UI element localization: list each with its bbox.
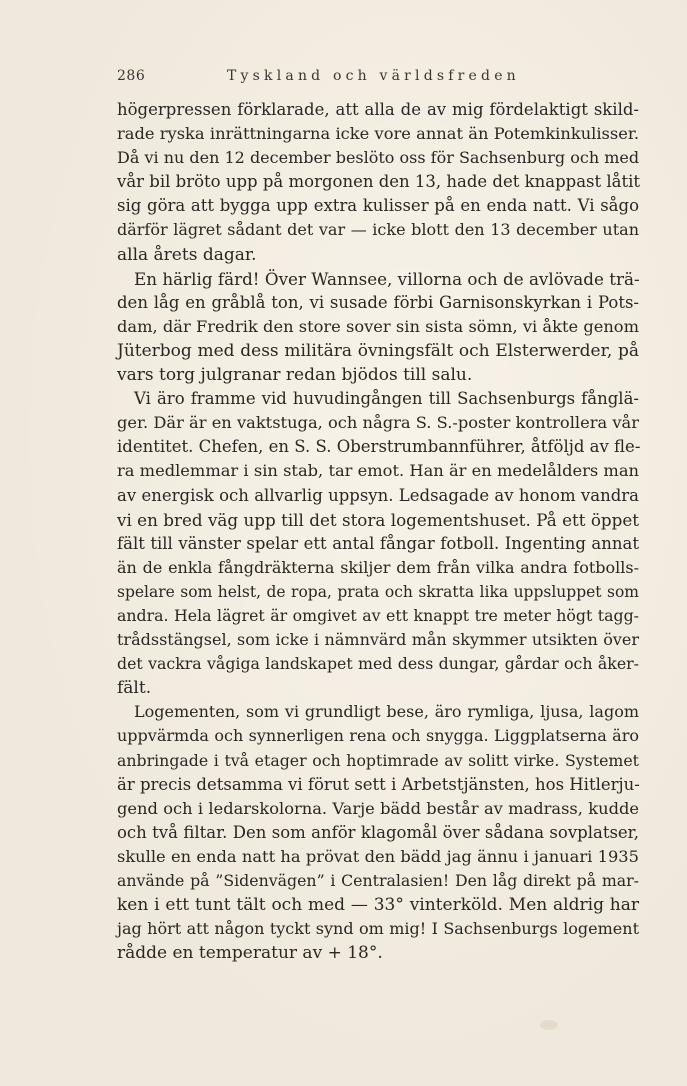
running-title: Tyskland och världsfreden — [227, 68, 520, 84]
text-line: än de enkla fångdräkterna skiljer dem från vilka andra fotbolls- — [117, 557, 639, 577]
text-line: fält. — [117, 678, 152, 699]
paragraph-1 — [117, 98, 639, 267]
text-line: ken i ett tunt tält och med — 33° vinterköld. Men aldrig har — [117, 895, 639, 916]
text-line: dam, där Fredrik den store sover sin sista sömn, vi åkte genom — [117, 316, 639, 336]
text-line: anbringade i två etager och hoptimrade av solitt virke. Systemet — [117, 750, 639, 770]
text-line: vår bil bröto upp på morgonen den 13, hade det knappast låtit — [117, 172, 641, 192]
text-line: vi en bred väg upp till det stora logementshuset. På ett öppet — [117, 509, 639, 530]
text-line: använde på ”Sidenvägen” i Centralasien! Den låg direkt på mar- — [117, 871, 639, 890]
text-line: ra medlemmar i sin stab, tar emot. Han är en medelålders man — [117, 461, 639, 481]
text-line: fält till vänster spelar ett antal fångar fotboll. Ingenting annat — [117, 533, 639, 553]
page-number: 286 — [117, 68, 146, 84]
text-line: därför lägret sådant det var — icke blott den 13 december utan — [117, 220, 639, 240]
text-line: trådsstängsel, som icke i nämnvärd mån skymmer utsikten över — [117, 630, 639, 650]
text-line: En härlig färd! Över Wannsee, villorna och de avlövade trä- — [134, 268, 640, 289]
text-line: andra. Hela lägret är omgivet av ett knappt tre meter högt tagg- — [117, 605, 639, 625]
paragraph-2 — [117, 267, 639, 387]
text-line: och två filtar. Den som anför klagomål över sådana sovplatser, — [117, 822, 639, 842]
text-line: skulle en enda natt ha prövat den bädd jag ännu i januari 1935 — [117, 846, 639, 866]
text-line: gend och i ledarskolorna. Varje bädd består av madrass, kudde — [117, 798, 639, 818]
text-line: sig göra att bygga upp extra kulisser på en enda natt. Vi sågo — [117, 196, 639, 216]
text-line: identitet. Chefen, en S. S. Oberstrumbannführer, åtföljd av fle- — [117, 437, 641, 457]
paragraph-3 — [117, 387, 639, 700]
text-line: är precis detsamma vi förut sett i Arbetstjänsten, hos Hitlerju- — [117, 774, 640, 794]
text-line: högerpressen förklarade, att alla de av mig fördelaktigt skild- — [117, 100, 639, 119]
text-line: spelare som helst, de ropa, prata och skratta lika uppsluppet som — [117, 582, 639, 601]
text-line: alla årets dagar. — [117, 244, 257, 265]
text-line: det vackra vågiga landskapet med dess dungar, gårdar och åker- — [117, 654, 639, 674]
running-head — [117, 68, 639, 88]
text-line: den låg en gråblå ton, vi susade förbi Garnisonskyrkan i Pots- — [117, 292, 639, 312]
text-line: uppvärmda och synnerligen rena och snygga. Liggplatserna äro — [117, 726, 639, 746]
text-line: rade ryska inrättningarna icke vore annat än Potemkinkulisser. — [117, 124, 639, 144]
text-line: ger. Där är en vaktstuga, och några S. S.-poster kontrollera vår — [117, 413, 639, 433]
text-line: Logementen, som vi grundligt bese, äro rymliga, ljusa, lagom — [134, 702, 639, 722]
text-line: av energisk och allvarlig uppsyn. Ledsagade av honom vandra — [117, 485, 639, 505]
paper-smudge — [540, 1020, 558, 1030]
body-text — [117, 98, 639, 965]
text-line: Jüterbog med dess militära övningsfält och Elsterwerder, på — [117, 340, 639, 361]
text-line: Vi äro framme vid huvudingången till Sachsenburgs fånglä- — [134, 389, 639, 409]
text-line: vars torg julgranar redan bjödos till salu. — [117, 365, 473, 386]
text-line: Då vi nu den 12 december beslöto oss för Sachsenburg och med — [117, 148, 640, 168]
paragraph-4 — [117, 700, 639, 965]
text-line: rådde en temperatur av + 18°. — [117, 943, 383, 964]
text-line: jag hört att någon tyckt synd om mig! I Sachsenburgs logement — [117, 919, 639, 939]
